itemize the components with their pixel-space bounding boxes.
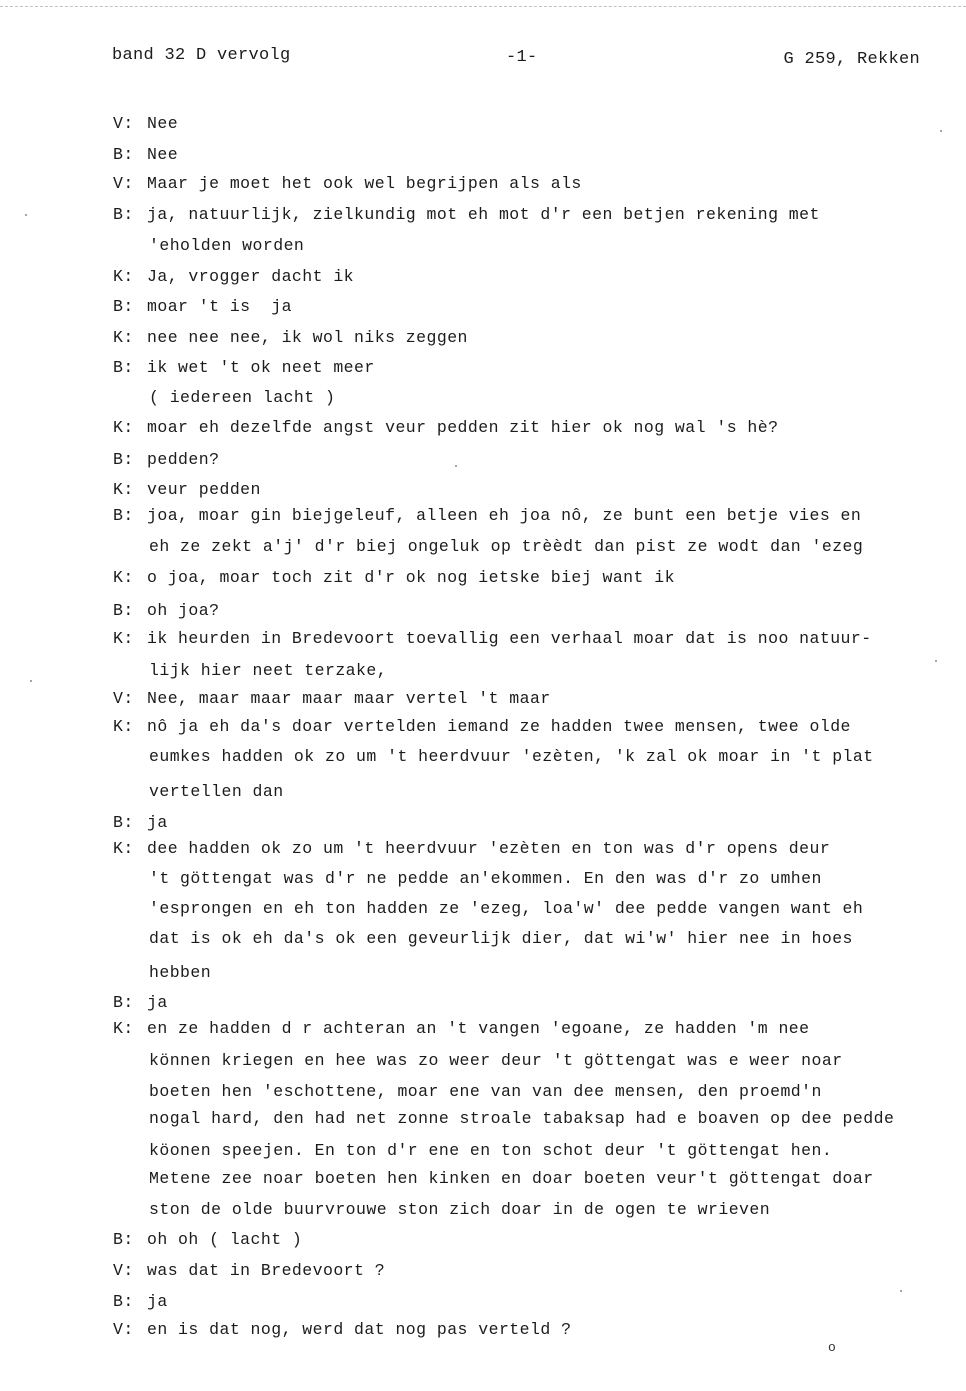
utterance-text: o joa, moar toch zit d'r ok nog ietske biej want ik bbox=[147, 568, 675, 587]
speaker-label: K: bbox=[113, 568, 134, 587]
scan-speck bbox=[455, 465, 457, 467]
utterance-text: was dat in Bredevoort ? bbox=[147, 1261, 386, 1280]
speaker-label: K: bbox=[113, 839, 134, 858]
transcript-line bbox=[113, 1260, 385, 1282]
transcript-line bbox=[113, 1229, 302, 1251]
speaker-label: V: bbox=[113, 689, 134, 708]
transcript-line bbox=[113, 628, 872, 650]
utterance-text: Ja, vrogger dacht ik bbox=[147, 267, 355, 286]
transcript-line bbox=[149, 1081, 822, 1103]
scan-speck bbox=[935, 660, 937, 662]
speaker-label: V: bbox=[113, 1261, 134, 1280]
utterance-text: ja bbox=[147, 1292, 168, 1311]
transcript-line bbox=[113, 173, 582, 195]
utterance-text: oh oh ( lacht ) bbox=[147, 1230, 303, 1249]
utterance-text: en ze hadden d r achteran an 't vangen 'egoane, ze hadden 'm nee bbox=[147, 1019, 810, 1038]
transcript-line bbox=[113, 296, 292, 318]
speaker-label: K: bbox=[113, 328, 134, 347]
transcript-line bbox=[113, 144, 178, 166]
utterance-text: joa, moar gin biejgeleuf, alleen eh joa nô, ze bunt een betje vies en bbox=[147, 506, 862, 525]
transcript-line bbox=[149, 928, 853, 950]
utterance-text: ja, natuurlijk, zielkundig mot eh mot d'r een betjen rekening met bbox=[147, 205, 820, 224]
footer-mark: o bbox=[828, 1340, 836, 1355]
scan-speck bbox=[940, 130, 942, 132]
transcript-line bbox=[149, 781, 284, 803]
transcript-line bbox=[113, 1291, 168, 1313]
utterance-text: ik wet 't ok neet meer bbox=[147, 358, 375, 377]
utterance-text: dee hadden ok zo um 't heerdvuur 'ezèten en ton was d'r opens deur bbox=[147, 839, 831, 858]
utterance-text: oh joa? bbox=[147, 601, 220, 620]
transcript-line bbox=[149, 1050, 843, 1072]
utterance-text: lijk hier neet terzake, bbox=[149, 661, 388, 680]
speaker-label: B: bbox=[113, 506, 134, 525]
transcript-line bbox=[113, 417, 778, 439]
utterance-text: ik heurden in Bredevoort toevallig een verhaal moar dat is noo natuur- bbox=[147, 629, 872, 648]
speaker-label: B: bbox=[113, 358, 134, 377]
transcript-line bbox=[113, 716, 851, 738]
utterance-text: nô ja eh da's doar vertelden iemand ze hadden twee mensen, twee olde bbox=[147, 717, 851, 736]
utterance-text: Nee bbox=[147, 114, 179, 133]
utterance-text: 't göttengat was d'r ne pedde an'ekommen. En den was d'r zo umhen bbox=[149, 869, 822, 888]
speaker-label: K: bbox=[113, 418, 134, 437]
speaker-label: B: bbox=[113, 601, 134, 620]
speaker-label: B: bbox=[113, 297, 134, 316]
utterance-text: 'esprongen en eh ton hadden ze 'ezeg, loa'w' dee pedde vangen want eh bbox=[149, 899, 864, 918]
header-location-code: G 259, Rekken bbox=[783, 50, 920, 69]
transcript-line bbox=[113, 327, 468, 349]
speaker-label: B: bbox=[113, 813, 134, 832]
utterance-text: pedden? bbox=[147, 450, 220, 469]
transcript-line bbox=[113, 600, 219, 622]
utterance-text: Nee, maar maar maar maar vertel 't maar bbox=[147, 689, 551, 708]
transcript-line bbox=[113, 567, 675, 589]
speaker-label: B: bbox=[113, 205, 134, 224]
utterance-text: hebben bbox=[149, 963, 212, 982]
transcript-line bbox=[113, 479, 261, 501]
scan-speck bbox=[900, 1290, 902, 1292]
transcript-line bbox=[113, 838, 830, 860]
transcript-line bbox=[149, 536, 863, 558]
utterance-text: moar eh dezelfde angst veur pedden zit hier ok nog wal 's hè? bbox=[147, 418, 779, 437]
utterance-text: ston de olde buurvrouwe ston zich doar in de ogen te wrieven bbox=[149, 1200, 771, 1219]
transcript-line bbox=[113, 688, 551, 710]
utterance-text: eumkes hadden ok zo um 't heerdvuur 'ezèten, 'k zal ok moar in 't plat bbox=[149, 747, 874, 766]
speaker-label: K: bbox=[113, 1019, 134, 1038]
transcript-line bbox=[149, 1168, 874, 1190]
speaker-label: V: bbox=[113, 174, 134, 193]
transcript-line bbox=[113, 812, 168, 834]
transcript-line bbox=[149, 1108, 894, 1130]
transcript-line bbox=[113, 992, 168, 1014]
utterance-text: nee nee nee, ik wol niks zeggen bbox=[147, 328, 468, 347]
utterance-text: Maar je moet het ook wel begrijpen als als bbox=[147, 174, 582, 193]
speaker-label: K: bbox=[113, 480, 134, 499]
utterance-text: können kriegen en hee was zo weer deur 't göttengat was e weer noar bbox=[149, 1051, 843, 1070]
transcript-line bbox=[113, 505, 861, 527]
utterance-text: nogal hard, den had net zonne stroale tabaksap had e boaven op dee pedde bbox=[149, 1109, 895, 1128]
speaker-label: B: bbox=[113, 993, 134, 1012]
transcript-line bbox=[149, 746, 874, 768]
transcript-line bbox=[113, 113, 178, 135]
utterance-text: köonen speejen. En ton d'r ene en ton schot deur 't göttengat hen. bbox=[149, 1141, 833, 1160]
page-number: -1- bbox=[506, 48, 538, 67]
scan-speck bbox=[30, 680, 32, 682]
utterance-text: Nee bbox=[147, 145, 179, 164]
transcript-line bbox=[113, 266, 354, 288]
utterance-text: en is dat nog, werd dat nog pas verteld ? bbox=[147, 1320, 572, 1339]
transcript-line bbox=[113, 357, 375, 379]
utterance-text: vertellen dan bbox=[149, 782, 284, 801]
utterance-text: 'eholden worden bbox=[149, 236, 305, 255]
transcript-line bbox=[149, 1140, 832, 1162]
transcript-line bbox=[149, 868, 822, 890]
transcript-line bbox=[113, 1319, 571, 1341]
utterance-text: eh ze zekt a'j' d'r biej ongeluk op trèèdt dan pist ze wodt dan 'ezeg bbox=[149, 537, 864, 556]
utterance-text: boeten hen 'eschottene, moar ene van van dee mensen, den proemd'n bbox=[149, 1082, 822, 1101]
transcript-line bbox=[149, 387, 335, 409]
speaker-label: K: bbox=[113, 629, 134, 648]
utterance-text: ja bbox=[147, 993, 168, 1012]
transcript-line bbox=[149, 235, 304, 257]
header-tape-reference: band 32 D vervolg bbox=[112, 46, 291, 65]
speaker-label: V: bbox=[113, 114, 134, 133]
speaker-label: B: bbox=[113, 1230, 134, 1249]
scan-speck bbox=[25, 214, 27, 216]
utterance-text: ( iedereen lacht ) bbox=[149, 388, 336, 407]
transcript-line bbox=[113, 1018, 810, 1040]
speaker-label: V: bbox=[113, 1320, 134, 1339]
utterance-text: dat is ok eh da's ok een geveurlijk dier, dat wi'w' hier nee in hoes bbox=[149, 929, 853, 948]
speaker-label: B: bbox=[113, 145, 134, 164]
transcript-line bbox=[113, 449, 219, 471]
utterance-text: veur pedden bbox=[147, 480, 261, 499]
speaker-label: B: bbox=[113, 450, 134, 469]
transcript-line bbox=[149, 1199, 770, 1221]
utterance-text: ja bbox=[147, 813, 168, 832]
transcript-line bbox=[113, 204, 820, 226]
transcript-line bbox=[149, 962, 211, 984]
transcript-line bbox=[149, 660, 387, 682]
utterance-text: Metene zee noar boeten hen kinken en doar boeten veur't göttengat doar bbox=[149, 1169, 874, 1188]
speaker-label: K: bbox=[113, 267, 134, 286]
speaker-label: B: bbox=[113, 1292, 134, 1311]
transcript-line bbox=[149, 898, 863, 920]
utterance-text: moar 't is ja bbox=[147, 297, 292, 316]
speaker-label: K: bbox=[113, 717, 134, 736]
